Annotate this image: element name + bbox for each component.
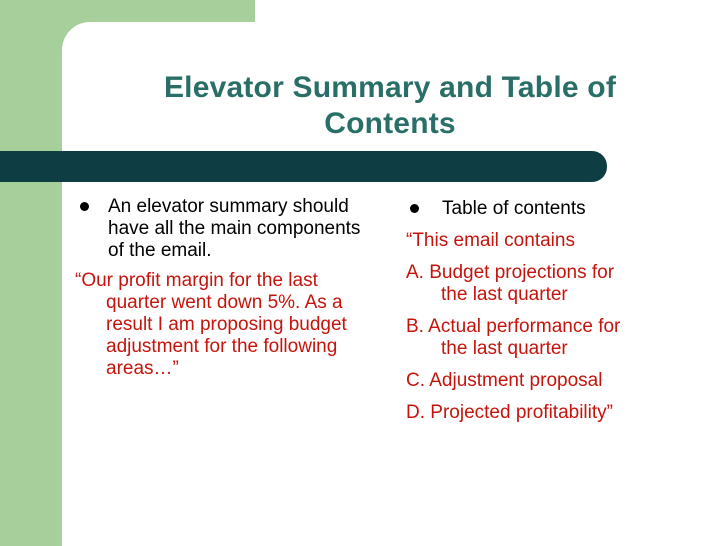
left-bullet-text: An elevator summary should have all the main components of the email.	[108, 196, 361, 261]
toc-item-b	[406, 316, 706, 360]
toc-item-b-line-2: the last quarter	[441, 338, 568, 359]
title-underline-bar	[0, 151, 607, 182]
toc-item-a-line-1: A. Budget projections for	[406, 262, 615, 283]
toc-item-d: D. Projected profitability”	[406, 402, 613, 423]
right-bullet	[406, 198, 706, 220]
toc-item-b-line-1: B. Actual performance for	[406, 316, 621, 337]
toc-item-a-line-2: the last quarter	[441, 284, 568, 305]
left-column	[75, 196, 380, 380]
bullet-dot-icon	[410, 204, 419, 213]
left-bullet	[75, 196, 380, 262]
slide-title-line-2: Contents	[324, 107, 456, 140]
slide-title	[100, 70, 680, 142]
bullet-dot-icon	[80, 202, 89, 211]
right-column	[406, 198, 706, 424]
slide-title-line-1: Elevator Summary and Table of	[163, 71, 617, 104]
left-quote: “Our profit margin for the last quarter went down 5%. As a result I am proposing budget adjustment for the following areas…”	[75, 270, 347, 379]
toc-item-a	[406, 262, 706, 306]
toc-item-c: C. Adjustment proposal	[406, 370, 603, 391]
right-bullet-text: Table of contents	[442, 198, 586, 219]
toc-intro: “This email contains	[406, 230, 575, 251]
